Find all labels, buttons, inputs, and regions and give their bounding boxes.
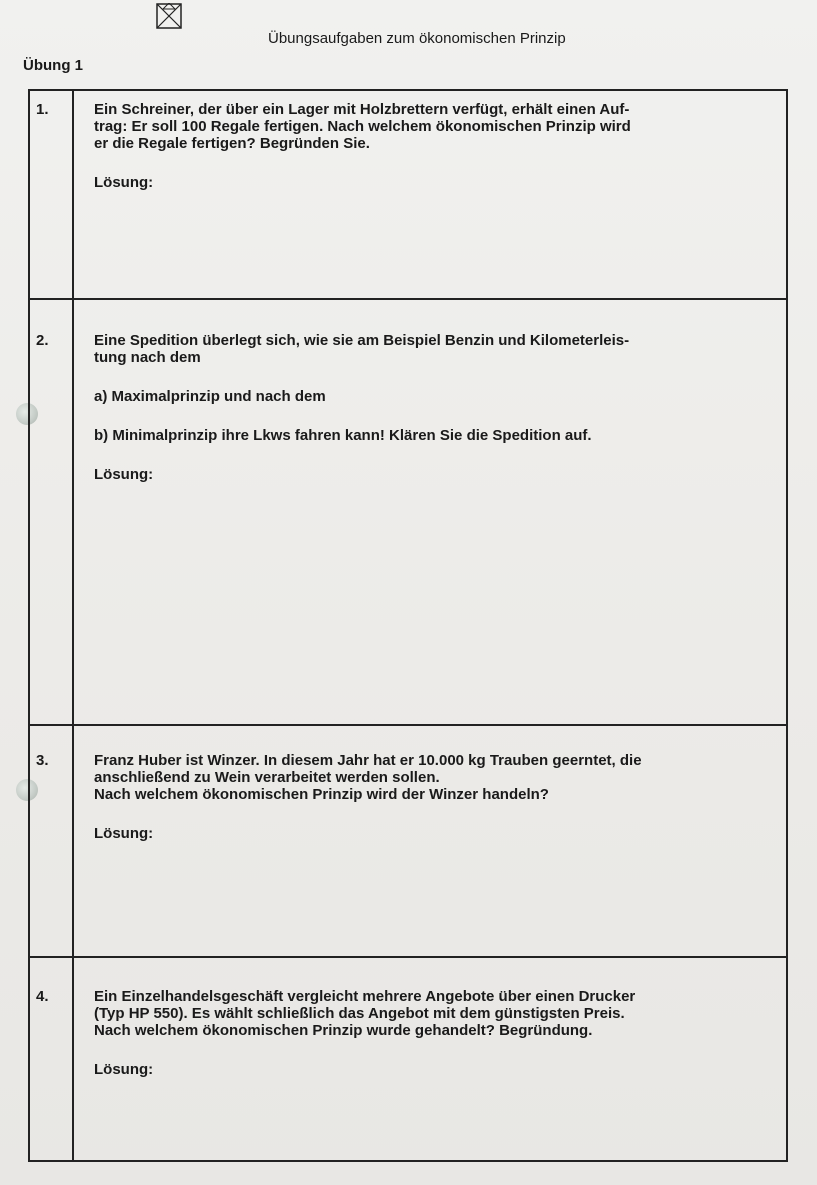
task-text-line: Nach welchem ökonomischen Prinzip wird der Winzer handeln? [94,786,549,803]
task-text-line: trag: Er soll 100 Regale fertigen. Nach welchem ökonomischen Prinzip wird [94,118,631,135]
task-text-line: Franz Huber ist Winzer. In diesem Jahr hat er 10.000 kg Trauben geerntet, die [94,752,642,769]
task-number: 3. [29,725,73,957]
task-row [29,299,787,725]
solution-label: Lösung: [94,466,154,483]
task-row [29,957,787,1161]
task-body [73,725,787,957]
task-text-line: Eine Spedition überlegt sich, wie sie am Beispiel Benzin und Kilometerleis- [94,332,630,349]
task-text-line: Ein Schreiner, der über ein Lager mit Holzbrettern verfügt, erhält einen Auf- [94,101,630,118]
page-title: Übungsaufgaben zum ökonomischen Prinzip [268,30,566,47]
task-body [73,90,787,299]
task-text-line: er die Regale fertigen? Begründen Sie. [94,135,370,152]
task-text-line: Ein Einzelhandelsgeschäft vergleicht mehrere Angebote über einen Drucker [94,988,636,1005]
task-number: 4. [29,957,73,1161]
solution-label: Lösung: [94,1061,154,1078]
task-number: 2. [29,299,73,725]
task-number: 1. [29,90,73,299]
task-body [73,957,787,1161]
task-row [29,725,787,957]
header-logo-icon [156,3,182,29]
task-option-a: a) Maximalprinzip und nach dem [94,388,326,405]
task-text-line: tung nach dem [94,349,201,366]
task-body [73,299,787,725]
exercise-label: Übung 1 [23,57,83,74]
task-row [29,90,787,299]
task-text-line: (Typ HP 550). Es wählt schließlich das Angebot mit dem günstigsten Preis. [94,1005,625,1022]
solution-label: Lösung: [94,825,154,842]
solution-label: Lösung: [94,174,154,191]
task-text-line: Nach welchem ökonomischen Prinzip wurde gehandelt? Begründung. [94,1022,593,1039]
task-table [28,89,788,1162]
task-option-b: b) Minimalprinzip ihre Lkws fahren kann! Klären Sie die Spedition auf. [94,427,592,444]
task-text-line: anschließend zu Wein verarbeitet werden sollen. [94,769,440,786]
